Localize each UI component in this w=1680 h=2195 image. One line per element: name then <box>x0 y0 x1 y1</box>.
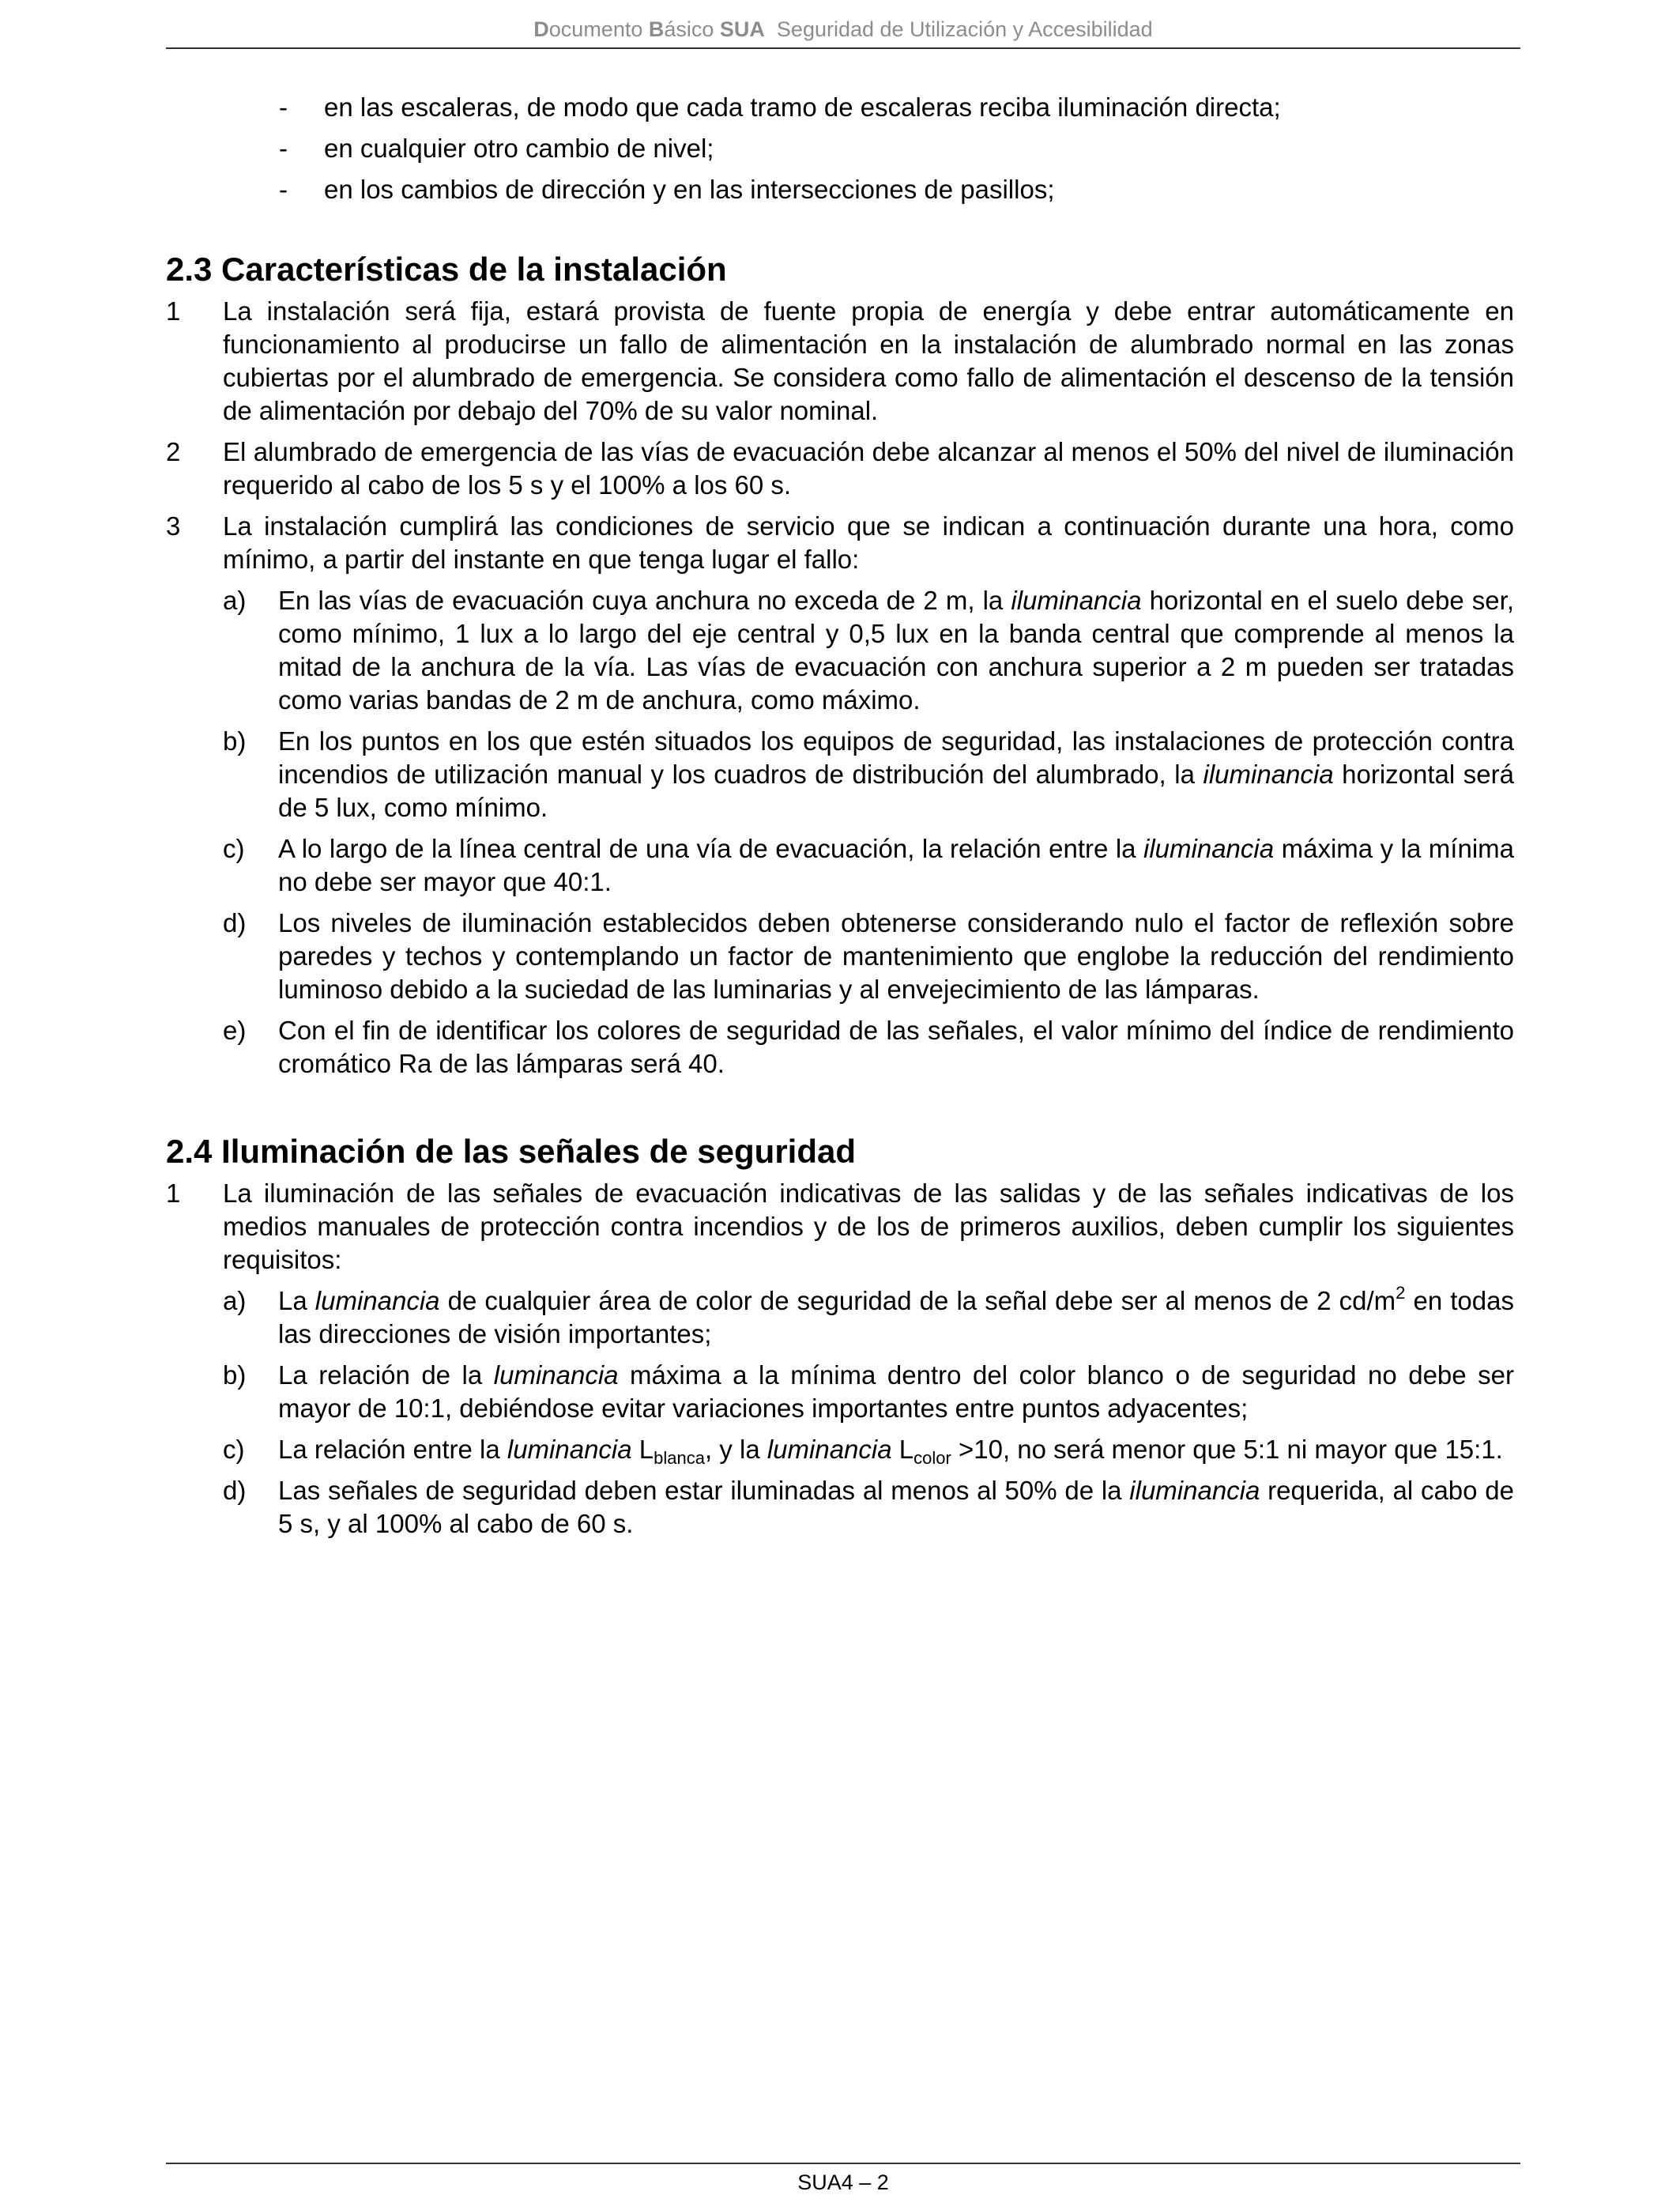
sub-item-b: b) En los puntos en los que estén situados los equipos de seguridad, las instalaciones de protección contra incendios de utilización manual y los cuadros de distribución del alumbrado, la iluminancia horizontal será de 5 lux, como mínimo. <box>223 726 1514 822</box>
sub-item-a: a) En las vías de evacuación cuya anchura no exceda de 2 m, la iluminancia horizontal en el suelo debe ser, como mínimo, 1 lux a lo largo del eje central y 0,5 lux en la banda central que comprende al menos la mitad de la anchura de la vía. Las vías de evacuación con anchura superior a 2 m pueden ser tratadas como varias bandas de 2 m de anchura, como máximo. <box>223 586 1514 715</box>
sub-item-b: b) La relación de la luminancia máxima a la mínima dentro del color blanco o de seguridad no debe ser mayor de 10:1, debiéndose evitar variaciones importantes entre puntos adyacentes; <box>223 1360 1514 1423</box>
paragraph-1: 1 La iluminación de las señales de evacuación indicativas de las salidas y de las señales indicativas de los medios manuales de protección contra incendios y de los de primeros auxilios, deben cumplir los siguientes requisitos: <box>166 1179 1514 1274</box>
footer-rule <box>166 2163 1520 2164</box>
sub-item-e: e) Con el fin de identificar los colores de seguridad de las señales, el valor mínimo del índice de rendimiento cromático Ra de las lámparas será 40. <box>223 1016 1514 1078</box>
sub-item-a: a) La luminancia de cualquier área de color de seguridad de la señal debe ser al menos de 2 $cd/m^2$ en todas las direcciones de visión importantes; <box>223 1283 1514 1348</box>
running-header: Documento Básico SUA Seguridad de Utilización y Accesibilidad <box>533 17 1153 41</box>
section-heading-2-3: 2.3 Características de la instalación <box>166 251 727 288</box>
list-item: - en cualquier otro cambio de nivel; <box>279 134 714 163</box>
page-number: SUA4 – 2 <box>797 2170 889 2194</box>
sub-item-d: d) Las señales de seguridad deben estar iluminadas al menos al 50% de la iluminancia requerida, al cabo de 5 s, y al 100% al cabo de 60 s. <box>223 1476 1514 1538</box>
sub-item-c: c) La relación entre la luminancia $L_{blanca}$, y la luminancia $L_{color} >10$, no será menor que 5:1 ni mayor que 15:1. <box>223 1435 1503 1468</box>
sub-item-c: c) A lo largo de la línea central de una vía de evacuación, la relación entre la iluminancia máxima y la mínima no debe ser mayor que 40:1. <box>223 834 1514 896</box>
header-rule <box>166 47 1520 49</box>
paragraph-2: 2 El alumbrado de emergencia de las vías de evacuación debe alcanzar al menos el 50% del nivel de iluminación requerido al cabo de los 5 s y el 100% a los 60 s. <box>166 437 1514 500</box>
list-item: - en las escaleras, de modo que cada tramo de escaleras reciba iluminación directa; <box>279 92 1281 122</box>
section-heading-2-4: 2.4 Iluminación de las señales de seguridad <box>166 1133 856 1170</box>
list-item: - en los cambios de dirección y en las intersecciones de pasillos; <box>279 175 1055 204</box>
sub-item-d: d) Los niveles de iluminación establecidos deben obtenerse considerando nulo el factor de reflexión sobre paredes y techos y contemplando un factor de mantenimiento que englobe la reducción del rendimiento luminoso debido a la suciedad de las luminarias y al envejecimiento de las lámparas. <box>223 908 1514 1004</box>
paragraph-1: 1 La instalación será fija, estará provista de fuente propia de energía y debe entrar automáticamente en funcionamiento al producirse un fallo de alimentación en la instalación de alumbrado normal en las zonas cubiertas por el alumbrado de emergencia. Se considera como fallo de alimentación el descenso de la tensión de alimentación por debajo del 70% de su valor nominal. <box>166 296 1514 425</box>
paragraph-3: 3 La instalación cumplirá las condiciones de servicio que se indican a continuación durante una hora, como mínimo, a partir del instante en que tenga lugar el fallo: <box>166 511 1514 574</box>
page-body <box>166 91 1514 1548</box>
